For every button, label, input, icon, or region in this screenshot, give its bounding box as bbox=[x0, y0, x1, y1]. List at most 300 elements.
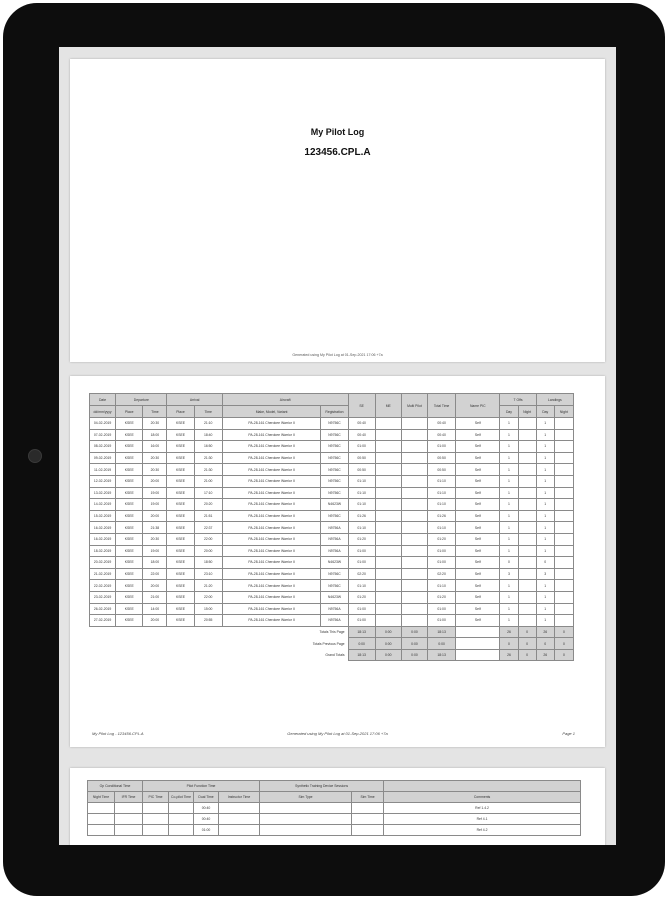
cell-se: 00:50 bbox=[348, 452, 375, 464]
cell-dep: KSEE bbox=[116, 591, 143, 603]
cell-se: 01:10 bbox=[348, 522, 375, 534]
cell-date: 22-02-2019 bbox=[90, 580, 116, 592]
th-p3-col: Instructor Time bbox=[219, 792, 260, 803]
cell-date: 23-02-2019 bbox=[90, 591, 116, 603]
cell-me bbox=[375, 522, 401, 534]
document-title: My Pilot Log bbox=[310, 127, 365, 137]
cell-me bbox=[375, 533, 401, 545]
cell-pic: Self bbox=[456, 568, 500, 580]
cell-to_n bbox=[518, 615, 536, 627]
cell-me bbox=[375, 557, 401, 569]
th-to-night: Night bbox=[518, 406, 536, 418]
cell-ld_d: 1 bbox=[536, 522, 554, 534]
cell-p3 bbox=[219, 825, 260, 836]
cell-model: PA-28-161 Cherokee Warrior II bbox=[222, 580, 321, 592]
cell-p3 bbox=[115, 825, 143, 836]
cell-dep_t: 16:00 bbox=[143, 441, 167, 453]
cell-p3 bbox=[88, 825, 115, 836]
cell-tt: 01:26 bbox=[428, 510, 456, 522]
cell-me bbox=[375, 429, 401, 441]
cell-se: 01:10 bbox=[348, 499, 375, 511]
cell-dep: KSEE bbox=[116, 580, 143, 592]
cell-ld_n bbox=[554, 475, 573, 487]
cell-pic: Self bbox=[456, 499, 500, 511]
cell-p3 bbox=[260, 825, 352, 836]
cell-ld_n bbox=[554, 452, 573, 464]
cell-mp bbox=[401, 510, 427, 522]
totals-to_n: 0 bbox=[518, 638, 536, 650]
cell-se: 01:10 bbox=[348, 580, 375, 592]
cell-arr_t: 16:50 bbox=[194, 441, 222, 453]
cell-model: PA-28-161 Cherokee Warrior II bbox=[222, 603, 321, 615]
cell-mp bbox=[401, 464, 427, 476]
th-pilot-function: Pilot Function Time bbox=[143, 781, 260, 792]
cell-reg: N9756A bbox=[321, 615, 348, 627]
cell-p3 bbox=[115, 803, 143, 814]
totals-se: 0:00 bbox=[348, 638, 375, 650]
pdf-page-cover bbox=[70, 59, 605, 362]
cell-dep: KSEE bbox=[116, 557, 143, 569]
cell-arr_t: 21:30 bbox=[194, 464, 222, 476]
table-row bbox=[90, 557, 574, 569]
table-row bbox=[88, 814, 581, 825]
cell-arr: KSEE bbox=[167, 615, 194, 627]
cell-me bbox=[375, 475, 401, 487]
cell-se: 01:00 bbox=[348, 615, 375, 627]
cell-model: PA-28-161 Cherokee Warrior II bbox=[222, 418, 321, 430]
th-date-format: dd/mm/yyyy bbox=[90, 406, 116, 418]
totals-ld_d: 26 bbox=[536, 649, 554, 661]
cell-ld_d: 1 bbox=[536, 510, 554, 522]
cell-p3 bbox=[219, 814, 260, 825]
totals-mp: 0:00 bbox=[401, 638, 427, 650]
cell-dep_t: 20:00 bbox=[143, 475, 167, 487]
cell-arr: KSEE bbox=[167, 499, 194, 511]
totals-ld_n: 0 bbox=[554, 638, 573, 650]
cell-p3: Ref 1.4.2 bbox=[384, 803, 581, 814]
cell-model: PA-28-161 Cherokee Warrior II bbox=[222, 522, 321, 534]
cell-arr_t: 22:00 bbox=[194, 591, 222, 603]
cell-reg: N9756C bbox=[321, 568, 348, 580]
cell-me bbox=[375, 418, 401, 430]
cell-arr: KSEE bbox=[167, 591, 194, 603]
footer-center: Generated using My Pilot Log at 01-Sep-2021 17:06 +7a bbox=[287, 731, 388, 736]
th-take-offs: T Offs bbox=[500, 394, 536, 406]
cell-tt: 01:00 bbox=[428, 441, 456, 453]
cell-reg: N9756C bbox=[321, 475, 348, 487]
cell-ld_d: 1 bbox=[536, 591, 554, 603]
generated-note: Generated using My Pilot Log at 01-Sep-2021 17:06 +7a bbox=[292, 353, 383, 357]
cell-se: 01:20 bbox=[348, 591, 375, 603]
cell-mp bbox=[401, 591, 427, 603]
totals-to_d: 26 bbox=[500, 649, 518, 661]
cell-ld_n bbox=[554, 441, 573, 453]
cell-date: 07-02-2019 bbox=[90, 429, 116, 441]
cell-mp bbox=[401, 557, 427, 569]
cell-reg: N9756C bbox=[321, 441, 348, 453]
cell-to_d: 1 bbox=[500, 580, 518, 592]
totals-label: Totals This Page bbox=[319, 630, 345, 635]
cell-dep_t: 20:30 bbox=[143, 452, 167, 464]
table-row bbox=[90, 522, 574, 534]
cell-to_n bbox=[518, 464, 536, 476]
totals-ld_n: 0 bbox=[554, 626, 573, 638]
table-row bbox=[90, 499, 574, 511]
cell-dep: KSEE bbox=[116, 418, 143, 430]
totals-label: Grand Totals bbox=[325, 653, 345, 658]
cell-to_n bbox=[518, 452, 536, 464]
th-se: SE bbox=[348, 394, 375, 418]
cell-dep: KSEE bbox=[116, 452, 143, 464]
cell-reg: N9756C bbox=[321, 452, 348, 464]
cell-dep: KSEE bbox=[116, 603, 143, 615]
cell-arr_t: 22:37 bbox=[194, 522, 222, 534]
cell-arr: KSEE bbox=[167, 441, 194, 453]
th-arr-time: Time bbox=[194, 406, 222, 418]
cell-tt: 01:00 bbox=[428, 603, 456, 615]
th-p3-col: Sim Time bbox=[352, 792, 384, 803]
cell-ld_d: 1 bbox=[536, 464, 554, 476]
cell-arr: KSEE bbox=[167, 557, 194, 569]
cell-me bbox=[375, 464, 401, 476]
cell-ld_n bbox=[554, 429, 573, 441]
cell-mp bbox=[401, 580, 427, 592]
cell-model: PA-28-161 Cherokee Warrior II bbox=[222, 441, 321, 453]
cell-to_d: 1 bbox=[500, 603, 518, 615]
cell-arr: KSEE bbox=[167, 475, 194, 487]
cell-tt: 01:10 bbox=[428, 487, 456, 499]
cell-pic: Self bbox=[456, 580, 500, 592]
cell-dep_t: 19:00 bbox=[143, 487, 167, 499]
cell-to_n bbox=[518, 499, 536, 511]
cell-to_d: 1 bbox=[500, 533, 518, 545]
totals-me: 0:00 bbox=[375, 638, 401, 650]
cell-model: PA-28-161 Cherokee Warrior II bbox=[222, 464, 321, 476]
cell-ld_n bbox=[554, 568, 573, 580]
cell-tt: 01:00 bbox=[428, 615, 456, 627]
table-row bbox=[90, 510, 574, 522]
cell-dep_t: 20:30 bbox=[143, 418, 167, 430]
th-ld-day: Day bbox=[536, 406, 554, 418]
cell-ld_n bbox=[554, 533, 573, 545]
cell-reg: N4623W bbox=[321, 499, 348, 511]
th-op-conditional: Op Conditional Time bbox=[88, 781, 143, 792]
cell-arr_t: 21:10 bbox=[194, 418, 222, 430]
cell-pic: Self bbox=[456, 452, 500, 464]
cell-ld_n bbox=[554, 418, 573, 430]
table-row bbox=[90, 464, 574, 476]
cell-ld_n bbox=[554, 499, 573, 511]
cell-date: 09-02-2019 bbox=[90, 452, 116, 464]
totals-mp: 0:00 bbox=[401, 649, 427, 661]
cell-to_n bbox=[518, 510, 536, 522]
cell-dep: KSEE bbox=[116, 499, 143, 511]
cell-reg: N9756C bbox=[321, 580, 348, 592]
th-landings: Landings bbox=[536, 394, 573, 406]
cell-dep_t: 22:00 bbox=[143, 568, 167, 580]
cell-se: 01:00 bbox=[348, 441, 375, 453]
th-aircraft: Aircraft bbox=[222, 394, 348, 406]
cell-to_d: 1 bbox=[500, 591, 518, 603]
cell-ld_d: 1 bbox=[536, 603, 554, 615]
cell-arr: KSEE bbox=[167, 522, 194, 534]
th-arrival: Arrival bbox=[167, 394, 222, 406]
th-model: Make, Model, Variant bbox=[222, 406, 321, 418]
cell-dep: KSEE bbox=[116, 545, 143, 557]
cell-pic: Self bbox=[456, 545, 500, 557]
totals-tt: 18:13 bbox=[428, 626, 456, 638]
camera-dot bbox=[28, 449, 42, 463]
table-row bbox=[88, 803, 581, 814]
cell-ld_n bbox=[554, 545, 573, 557]
table-row bbox=[90, 568, 574, 580]
cell-dep: KSEE bbox=[116, 615, 143, 627]
flight-log-table bbox=[89, 393, 574, 661]
cell-tt: 00:40 bbox=[428, 429, 456, 441]
cell-ld_n bbox=[554, 603, 573, 615]
cell-model: PA-28-161 Cherokee Warrior II bbox=[222, 557, 321, 569]
cell-pic: Self bbox=[456, 510, 500, 522]
cell-se: 01:00 bbox=[348, 603, 375, 615]
cell-ld_n bbox=[554, 591, 573, 603]
cell-model: PA-28-161 Cherokee Warrior II bbox=[222, 615, 321, 627]
table-row bbox=[90, 580, 574, 592]
cell-to_n bbox=[518, 545, 536, 557]
cell-dep: KSEE bbox=[116, 429, 143, 441]
cell-reg: N9756A bbox=[321, 533, 348, 545]
cell-arr_t: 20:20 bbox=[194, 499, 222, 511]
cell-mp bbox=[401, 475, 427, 487]
cell-me bbox=[375, 568, 401, 580]
cell-mp bbox=[401, 429, 427, 441]
cell-ld_d: 1 bbox=[536, 580, 554, 592]
cell-p3 bbox=[352, 825, 384, 836]
th-arr-place: Place bbox=[167, 406, 194, 418]
cell-arr_t: 20:00 bbox=[194, 545, 222, 557]
th-multi-pilot: Multi Pilot bbox=[401, 394, 427, 418]
th-p3-col: Sim Type bbox=[260, 792, 352, 803]
footer-page-number: Page 1 bbox=[562, 731, 575, 736]
cell-mp bbox=[401, 568, 427, 580]
cell-tt: 01:20 bbox=[428, 591, 456, 603]
cell-to_n bbox=[518, 418, 536, 430]
cell-to_n bbox=[518, 487, 536, 499]
cell-se: 01:10 bbox=[348, 475, 375, 487]
totals-pic-blank bbox=[456, 649, 500, 661]
totals-ld_d: 0 bbox=[536, 638, 554, 650]
document-viewer[interactable] bbox=[59, 47, 616, 845]
cell-p3 bbox=[143, 814, 169, 825]
cell-to_d: 1 bbox=[500, 522, 518, 534]
cell-tt: 01:10 bbox=[428, 580, 456, 592]
table-row bbox=[90, 452, 574, 464]
cell-date: 12-02-2019 bbox=[90, 475, 116, 487]
cell-tt: 01:10 bbox=[428, 499, 456, 511]
cell-mp bbox=[401, 487, 427, 499]
cell-p3 bbox=[115, 814, 143, 825]
cell-to_n bbox=[518, 580, 536, 592]
cell-tt: 02:20 bbox=[428, 568, 456, 580]
table-row bbox=[88, 825, 581, 836]
cell-mp bbox=[401, 615, 427, 627]
totals-me: 0:00 bbox=[375, 649, 401, 661]
cell-date: 21-02-2019 bbox=[90, 568, 116, 580]
cell-dep_t: 21:38 bbox=[143, 522, 167, 534]
cell-pic: Self bbox=[456, 487, 500, 499]
cell-date: 11-02-2019 bbox=[90, 464, 116, 476]
cell-mp bbox=[401, 441, 427, 453]
cell-arr_t: 23:10 bbox=[194, 568, 222, 580]
conditions-table bbox=[87, 780, 581, 836]
cell-date: 04-02-2019 bbox=[90, 418, 116, 430]
cell-dep_t: 18:00 bbox=[143, 429, 167, 441]
th-p3-col: Dual Time bbox=[194, 792, 219, 803]
cell-p3 bbox=[88, 803, 115, 814]
cell-me bbox=[375, 441, 401, 453]
table-row bbox=[90, 533, 574, 545]
table-row bbox=[90, 545, 574, 557]
totals-row bbox=[90, 649, 574, 661]
cell-to_d: 1 bbox=[500, 475, 518, 487]
cell-mp bbox=[401, 499, 427, 511]
cell-se: 00:40 bbox=[348, 418, 375, 430]
cell-pic: Self bbox=[456, 591, 500, 603]
cell-pic: Self bbox=[456, 475, 500, 487]
cell-ld_n bbox=[554, 557, 573, 569]
cell-model: PA-28-161 Cherokee Warrior II bbox=[222, 475, 321, 487]
th-blank bbox=[384, 781, 581, 792]
cell-arr_t: 21:30 bbox=[194, 452, 222, 464]
pdf-page-log bbox=[70, 376, 605, 747]
cell-dep_t: 20:00 bbox=[143, 510, 167, 522]
cell-ld_d: 1 bbox=[536, 533, 554, 545]
cell-ld_d: 1 bbox=[536, 441, 554, 453]
cell-ld_n bbox=[554, 522, 573, 534]
cell-date: 15-02-2019 bbox=[90, 510, 116, 522]
cell-to_n bbox=[518, 429, 536, 441]
cell-se: 01:00 bbox=[348, 545, 375, 557]
cell-to_n bbox=[518, 522, 536, 534]
cell-me bbox=[375, 487, 401, 499]
cell-tt: 00:50 bbox=[428, 452, 456, 464]
cell-p3 bbox=[169, 825, 194, 836]
cell-se: 01:26 bbox=[348, 510, 375, 522]
cell-arr: KSEE bbox=[167, 464, 194, 476]
cell-arr_t: 20:55 bbox=[194, 615, 222, 627]
cell-ld_n bbox=[554, 487, 573, 499]
th-me: ME bbox=[375, 394, 401, 418]
cell-model: PA-28-161 Cherokee Warrior II bbox=[222, 533, 321, 545]
cell-arr_t: 18:40 bbox=[194, 429, 222, 441]
totals-mp: 0:00 bbox=[401, 626, 427, 638]
cell-p3: 00:40 bbox=[194, 814, 219, 825]
th-dep-place: Place bbox=[116, 406, 143, 418]
cell-me bbox=[375, 580, 401, 592]
cell-arr: KSEE bbox=[167, 510, 194, 522]
cell-date: 16-02-2019 bbox=[90, 522, 116, 534]
cell-pic: Self bbox=[456, 603, 500, 615]
totals-tt: 0:00 bbox=[428, 638, 456, 650]
totals-se: 18:13 bbox=[348, 649, 375, 661]
cell-p3: Ref 4.1 bbox=[384, 814, 581, 825]
th-ld-night: Night bbox=[554, 406, 573, 418]
cell-dep: KSEE bbox=[116, 475, 143, 487]
cell-me bbox=[375, 591, 401, 603]
cell-ld_d: 1 bbox=[536, 429, 554, 441]
cell-arr_t: 15:00 bbox=[194, 603, 222, 615]
cell-se: 00:50 bbox=[348, 464, 375, 476]
cell-model: PA-28-161 Cherokee Warrior II bbox=[222, 429, 321, 441]
cell-ld_n bbox=[554, 580, 573, 592]
cell-reg: N9756A bbox=[321, 603, 348, 615]
cell-dep_t: 20:30 bbox=[143, 464, 167, 476]
th-registration: Registration bbox=[321, 406, 348, 418]
cell-tt: 01:00 bbox=[428, 545, 456, 557]
cell-date: 20-02-2019 bbox=[90, 557, 116, 569]
cell-reg: N4623W bbox=[321, 591, 348, 603]
cell-ld_d: 1 bbox=[536, 545, 554, 557]
cell-dep: KSEE bbox=[116, 510, 143, 522]
cell-ld_d: 1 bbox=[536, 475, 554, 487]
cell-pic: Self bbox=[456, 522, 500, 534]
cell-model: PA-28-161 Cherokee Warrior II bbox=[222, 452, 321, 464]
cell-se: 01:20 bbox=[348, 533, 375, 545]
cell-to_d: 1 bbox=[500, 545, 518, 557]
cell-p3 bbox=[88, 814, 115, 825]
cell-p3 bbox=[260, 814, 352, 825]
cell-me bbox=[375, 510, 401, 522]
cell-p3: Ref 4.2 bbox=[384, 825, 581, 836]
cell-to_n bbox=[518, 568, 536, 580]
totals-to_n: 0 bbox=[518, 649, 536, 661]
cell-dep_t: 20:00 bbox=[143, 615, 167, 627]
cell-arr_t: 21:51 bbox=[194, 510, 222, 522]
cell-p3 bbox=[169, 814, 194, 825]
cell-p3 bbox=[169, 803, 194, 814]
cell-to_d: 1 bbox=[500, 429, 518, 441]
cell-dep_t: 21:00 bbox=[143, 591, 167, 603]
cell-tt: 00:40 bbox=[428, 418, 456, 430]
cell-pic: Self bbox=[456, 441, 500, 453]
cell-p3: 01:00 bbox=[194, 825, 219, 836]
th-p3-col: Comments bbox=[384, 792, 581, 803]
cell-reg: N9756C bbox=[321, 429, 348, 441]
cell-date: 16-02-2019 bbox=[90, 533, 116, 545]
cell-pic: Self bbox=[456, 533, 500, 545]
cell-dep_t: 20:00 bbox=[143, 580, 167, 592]
cell-reg: N4623W bbox=[321, 557, 348, 569]
th-pic-name: Name PIC bbox=[456, 394, 500, 418]
cell-mp bbox=[401, 603, 427, 615]
cell-me bbox=[375, 615, 401, 627]
cell-model: PA-28-161 Cherokee Warrior II bbox=[222, 568, 321, 580]
cell-ld_d: 1 bbox=[536, 487, 554, 499]
cell-tt: 01:10 bbox=[428, 475, 456, 487]
cell-to_d: 1 bbox=[500, 452, 518, 464]
cell-to_d: 1 bbox=[500, 464, 518, 476]
cell-ld_n bbox=[554, 615, 573, 627]
cell-date: 14-02-2019 bbox=[90, 499, 116, 511]
cell-ld_d: 3 bbox=[536, 568, 554, 580]
cell-date: 27-02-2019 bbox=[90, 615, 116, 627]
cell-reg: N9756C bbox=[321, 510, 348, 522]
pdf-page-continuation bbox=[70, 768, 605, 845]
cell-dep_t: 20:30 bbox=[143, 533, 167, 545]
cell-pic: Self bbox=[456, 615, 500, 627]
cell-pic: Self bbox=[456, 557, 500, 569]
cell-mp bbox=[401, 452, 427, 464]
cell-me bbox=[375, 603, 401, 615]
